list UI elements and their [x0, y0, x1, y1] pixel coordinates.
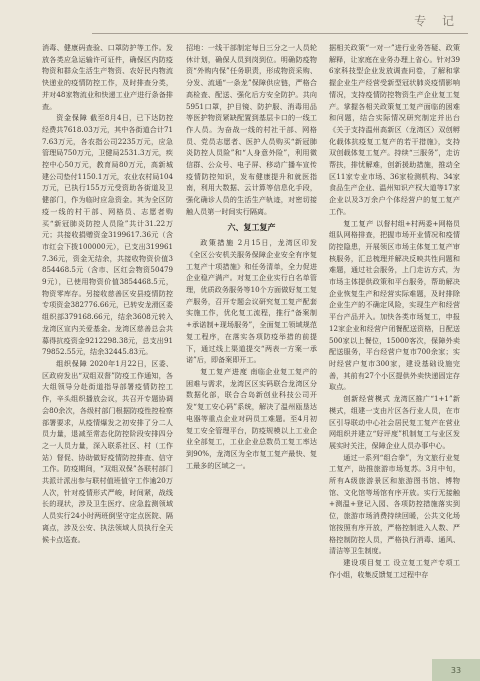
header-divider — [92, 33, 468, 34]
text-column-3 — [329, 42, 460, 644]
paragraph-text: 截至8月4日，已下达防控经费共7618.03万元，其中各街道合计717.63万元，各农指公司2235万元，应急管理局750万元，卫健局2531.3万元，疾控中心50万元，教育局80万元，高新城建公司垫付1150.1万元，农业农村局104万元，已执行155万元受资助各街道及卫健部门，作为临时应急资金。其为全区防疫一线的村干部、网格员、志愿者购买“新冠肺炎防控人员险”共计31.22万元；共接收捐赠资金3199617.36元（含市红会下拨100000元），已支出3199617.36元，资金无结余，共接收物资价值3854468.5元（含市、区红会物资504799元），已使用物资价值3854468.5元，物资零库存。另接收慈善区安县疫情防控专项资金382776.66元，已转安龙滑区委组织部379168.66元，结余3608元转入龙湾区宣内关爱基金。龙湾区慈善总会共募得抗疫资金9212298.38元，总支出9179852.55元，结余32445.83元。 — [42, 113, 173, 357]
paragraph-lead-in: 政策措施 — [200, 238, 235, 248]
paragraph-lead-in: 组织保障 — [56, 358, 88, 368]
paragraph-lead-in: 创新经营模式 — [343, 394, 391, 404]
text-column-1 — [42, 42, 173, 670]
body-paragraph — [42, 112, 173, 358]
body-paragraph — [42, 42, 173, 112]
body-paragraph — [186, 237, 317, 366]
section-heading: 六、复工复产 — [227, 222, 276, 232]
paragraph-text: 龙湾区推广“1+1”新模式，组建一支由片区各行业人员，在市区引导联动中心社会居民复工复产在营业网组织并建立“好评度”机制复工与业区发展实时关注，保障企业人员办事中心。 — [329, 394, 460, 450]
paragraph-text: 消毒、健康码查验、口罩防护等工作。发放各类应急运输许可证件，确保区内防疫物资和群众生活生产物资、农好民内物流快递业的疫情防控工作，及时排查分类，并对48家物流业和快递工业产进行条备排查。 — [42, 43, 173, 111]
paragraph-text: 招地：一线干部制定每日三分之一人员轮休计划，确保人员到岗到位。明确防疫物资“外购内保”任务职责，形成物资采购、分发、流通“一条龙”保障供应链，严格合高检查、配送、强化后方安全防护。共向5951口罩，护目镜、防护服、消毒用品等医护物资紧缺配置到基层卡口的一线工作人员。为奋战一线的村社干部、网格员、党员志愿者、医护人员购买“新冠肺炎防控人员险”和“人身意外险”，利用微信群、公众号、电子屏、移动广播车宣传疫情防控知识，发布健康提升和就医指南，利用大数据、云计算等信息化手段，强化确诊人员的生活生产轨迹，对密切接触人员第一时间实行隔离。 — [186, 43, 317, 216]
paragraph-text: 南临企业复工复产的困难与需求，龙湾区区实码联合龙湾区分数据化部，联合合岛新创业科技公司开发“复工安心码”系统，解决了温州瓯垦达电器等重点企业对码员工难题。至4月初复工安全管理平台，防疫规模以上工业企业全部复工，工业企业总数员工复工率达到90%，龙湾区为全市复工复产最快、复工最多的区域之一。 — [186, 366, 317, 470]
paragraph-text: 2月15日，龙湾区印发《全区公安机关服务保障企业安全有序复工复产十项措施》和任务清单，全力促进企业稳产满产。对复工企业实行白名单管理，优质政务服务等10个方面做好复工复产服务，召开专题会议研究复工复产配套实施工作，优化复工流程，推行“备案制+承诺制+现场服务”，全面复工领域规范复工程序，在落实各项防疫举措的前提下，通过线上渠道提交“两表一方案一承诺”后，即备案即开工。 — [186, 238, 317, 365]
page-number: 33 — [450, 665, 462, 675]
page-number-badge — [432, 659, 480, 681]
body-paragraph — [186, 366, 317, 471]
paragraph-text: 2020年1月22日，区委、区政府发出“双组双督”防疫工作通知，各大组领导分赴街道指导部署疫情防控工作，辛头组织播放会议，共召开专题协调会80余次，各级村部门根据防疫性控检察部署要求，从疫情爆发之初安排了分二人员力量，退减至常态化防控阶段安排四分之一人员力量，深入联系社区、村（工作站）督促、协助做好疫情防控排查、信守工作。防疫期间，“双组双保”各联村部门共派计派出参与联村值班值守工作逾20万人次，针对疫情形式严峻，时间紧，战线长的现状，涉及卫生医疗、应急监测领域人员实行24小时两班倒坚守定点医院、隔离点，涉及公安、执法领域人员执行全天候卡点巡查。 — [42, 358, 173, 544]
body-paragraph — [42, 358, 173, 545]
paragraph-lead-in: 建设项目复工 — [343, 557, 391, 567]
body-paragraph — [329, 218, 460, 394]
text-column-2 — [186, 42, 317, 670]
body-paragraph — [329, 557, 460, 580]
paragraph-lead-in: 复工复产 — [343, 218, 374, 228]
body-paragraph — [329, 393, 460, 452]
paragraph-text: 设立复工复产专项工作小组，收集反馈复工过程中存 — [329, 557, 460, 579]
body-paragraph — [186, 42, 317, 218]
paragraph-lead-in: 复工复产进度 — [200, 366, 248, 376]
paragraph-text: 据相关政策“一对一”进行业务答疑、政策解释，让家庭在业务办理上省心。针对396家科技型企业发放调查问卷，了解和掌握企业生产经营受新型冠状肺炎疫情影响情况，支持疫情防控物资生产企业复工复产。掌握各相关政策复工复产面临的困难和问题，结合实际情况研究制定并出台《关于支持温州高新区（龙湾区）双创孵化载体抗疫复工复产的若干措施》，支持双创载体复工复产。持续“三服务”，走访帮扶，排忧解难，创新援助措施，推动全区11家专业市场、36家检测机构、34家食品生产企业、温州知识产权大道等17家企业以及3万余户个体经营户的复工复产工作。 — [329, 43, 460, 216]
body-paragraph — [329, 42, 460, 218]
paragraph-text: 以督村组+村两委+网格员组队网格排查，把握市场开业情况和疫情防控隐患，开展领区市场主体复工复产审核服务，汇总梳理并解决反映共性问题和难题，通过社会服务，上门走访方式，为市场主体提供政策和平台服务，帮助解决企业恢复生产和经营实际难题，及时排除企业生产的不确定风险，实现生产和经营平台产品并入。加快各类市场复工，申报12家企业和经营户闭餐配送资格，日配送500家以上餐位，15000客次，保障外卖配送服务，平台经营户复市700余家；实时经营户复市300家，建设基础设施完善，其前有27个小区提供外卖快递固定存取点。 — [329, 218, 460, 392]
paragraph-lead-in: 资金保障 — [56, 113, 88, 123]
paragraph-text: 通过一系列“组合拳”，为文旅行业复工复产，助推旅游市场复苏。3月中旬，所有A级旅游景区和旅游图书馆、博物馆、文化馆等场馆有序开放。实行无接触+测温+登记入园、各项防控措施落实到位，旅游市场消费持续回暖，公共文化场馆按照有序开放，严格控制进入人数、严格控制防控人员，严格执行消毒、通风、清洁等卫生制度。 — [329, 452, 460, 556]
section-header-label: 专 记 — [414, 14, 460, 28]
body-paragraph — [329, 452, 460, 557]
